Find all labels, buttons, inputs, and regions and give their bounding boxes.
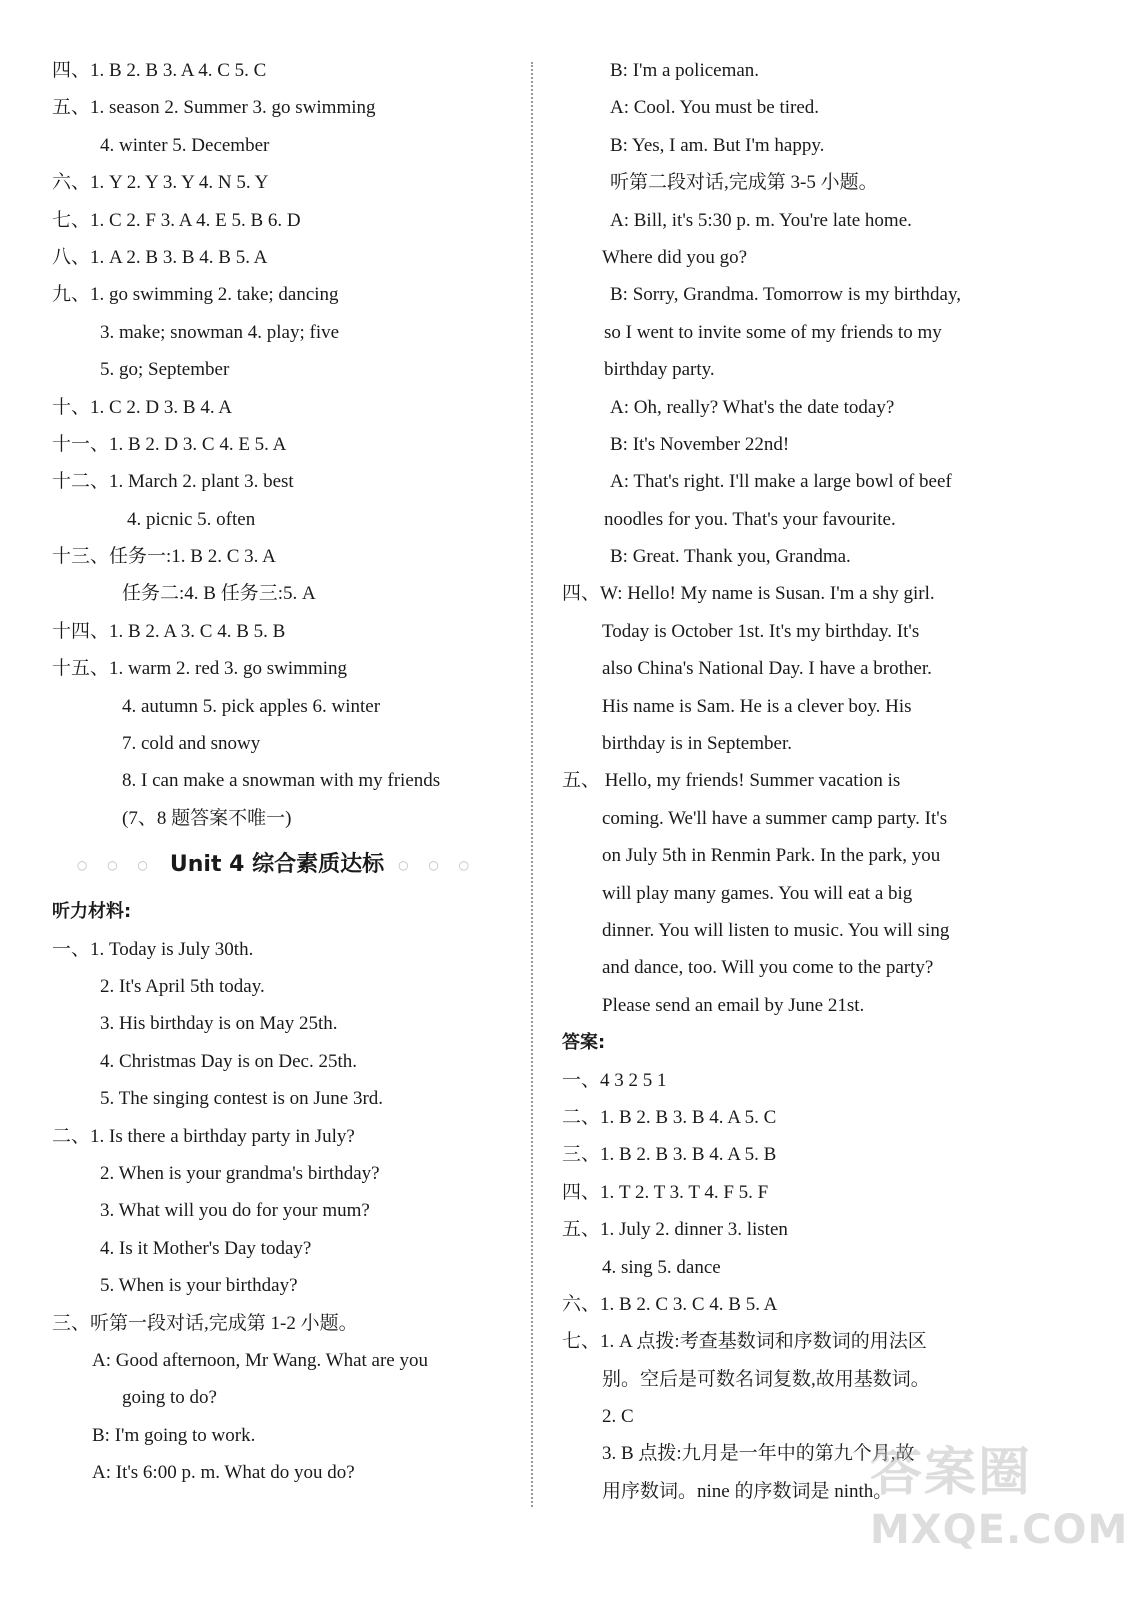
text-line: B: Great. Thank you, Grandma. [610, 546, 851, 568]
text-line: B: I'm a policeman. [610, 60, 760, 81]
text-line: B: I'm going to work. [92, 1424, 256, 1446]
text-line: so I went to invite some of my friends to my [604, 321, 942, 343]
text-line: 3. make; snowman 4. play; five [100, 321, 340, 343]
text-line: Today is October 1st. It's my birthday. It's [602, 620, 920, 642]
text-line: 4. autumn 5. pick apples 6. winter [122, 695, 381, 717]
text-line: 5. When is your birthday? [100, 1275, 298, 1297]
text-line: 用序数词。nine 的序数词是 ninth。 [602, 1480, 893, 1502]
text-line: A: Good afternoon, Mr Wang. What are you [92, 1349, 428, 1371]
text-line: birthday party. [604, 359, 715, 381]
text-line: 3. His birthday is on May 25th. [100, 1013, 338, 1035]
text-line: 4. picnic 5. often [127, 508, 256, 530]
text-line: 九、1. go swimming 2. take; dancing [52, 284, 339, 306]
text-line: 3. What will you do for your mum? [100, 1200, 370, 1222]
text-line: 十三、任务一:1. B 2. C 3. A [52, 546, 276, 568]
text-line: Where did you go? [602, 246, 748, 268]
text-line: 2. When is your grandma's birthday? [100, 1162, 380, 1184]
text-line: 2. It's April 5th today. [100, 975, 265, 997]
text-line: 3. B 点拨:九月是一年中的第九个月,故 [602, 1443, 915, 1465]
text-line: 4. sing 5. dance [602, 1256, 721, 1278]
text-line: 八、1. A 2. B 3. B 4. B 5. A [52, 246, 268, 268]
text-line: 5. go; September [100, 359, 230, 381]
text-line: 一、1. Today is July 30th. [52, 938, 254, 960]
right-column [562, 52, 1012, 1510]
text-line: 七、1. C 2. F 3. A 4. E 5. B 6. D [52, 209, 301, 231]
text-line: going to do? [122, 1387, 217, 1409]
text-line: 十四、1. B 2. A 3. C 4. B 5. B [52, 620, 286, 642]
listening-materials-block [52, 893, 502, 1491]
text-line: birthday is in September. [602, 733, 792, 755]
text-line: 六、1. Y 2. Y 3. Y 4. N 5. Y [52, 172, 269, 194]
text-line: noodles for you. That's your favourite. [604, 508, 896, 530]
text-line: A: That's right. I'll make a large bowl of beef [610, 471, 952, 493]
text-line: B: It's November 22nd! [610, 433, 790, 455]
text-line: 五、1. July 2. dinner 3. listen [562, 1219, 788, 1241]
section-title [52, 837, 502, 893]
text-line: 5. The singing contest is on June 3rd. [100, 1088, 384, 1110]
text-line: B: Yes, I am. But I'm happy. [610, 134, 825, 156]
watermark-url: MXQE.COM [870, 1507, 1128, 1553]
decorative-dots-right: ○ ○ ○ [398, 858, 478, 873]
text-line: and dance, too. Will you come to the party? [602, 957, 934, 979]
text-line: 四、W: Hello! My name is Susan. I'm a shy girl. [562, 583, 935, 605]
text-line: 四、1. B 2. B 3. A 4. C 5. C [52, 60, 267, 81]
text-line: 4. Is it Mother's Day today? [100, 1237, 312, 1259]
text-line: 五、1. season 2. Summer 3. go swimming [52, 97, 376, 119]
text-line: 4. winter 5. December [100, 134, 270, 156]
text-line: 2. C [602, 1406, 634, 1428]
left-column [52, 52, 502, 1491]
text-line: 十一、1. B 2. D 3. C 4. E 5. A [52, 433, 287, 455]
text-line: (7、8 题答案不唯一) [122, 807, 292, 829]
text-line: 听第二段对话,完成第 3-5 小题。 [610, 172, 878, 194]
watermark [870, 1438, 1128, 1568]
text-line: 4. Christmas Day is on Dec. 25th. [100, 1050, 358, 1072]
text-line: 三、听第一段对话,完成第 1-2 小题。 [52, 1312, 358, 1334]
text-line: A: Bill, it's 5:30 p. m. You're late home. [610, 209, 912, 231]
text-line: 一、4 3 2 5 1 [562, 1069, 667, 1091]
text-line: 六、1. B 2. C 3. C 4. B 5. A [562, 1293, 778, 1315]
text-line: 十、1. C 2. D 3. B 4. A [52, 396, 232, 418]
text-line: B: Sorry, Grandma. Tomorrow is my birthday, [610, 284, 962, 306]
text-line: 七、1. A 点拨:考查基数词和序数词的用法区 [562, 1331, 927, 1353]
text-line: 十五、1. warm 2. red 3. go swimming [52, 658, 348, 680]
watermark-logo-text: 答案圈 [870, 1443, 1033, 1503]
text-line: 7. cold and snowy [122, 733, 261, 755]
right-content-block [562, 52, 1012, 1510]
text-line: His name is Sam. He is a clever boy. His [602, 695, 912, 717]
text-line: will play many games. You will eat a big [602, 882, 913, 904]
text-line: on July 5th in Renmin Park. In the park, you [602, 845, 941, 867]
text-line: also China's National Day. I have a brother. [602, 658, 932, 680]
text-line: 别。空后是可数名词复数,故用基数词。 [602, 1368, 930, 1390]
text-line: 三、1. B 2. B 3. B 4. A 5. B [562, 1144, 777, 1166]
text-line: dinner. You will listen to music. You will sing [602, 919, 950, 941]
left-answers-block [52, 52, 502, 837]
text-line: 十二、1. March 2. plant 3. best [52, 471, 294, 493]
text-line: 五、 Hello, my friends! Summer vacation is [562, 770, 901, 792]
text-line: A: Cool. You must be tired. [610, 97, 820, 119]
text-line: A: Oh, really? What's the date today? [610, 396, 895, 418]
text-line: Please send an email by June 21st. [602, 994, 865, 1016]
text-line: A: It's 6:00 p. m. What do you do? [92, 1462, 355, 1484]
text-line: 8. I can make a snowman with my friends [122, 770, 441, 792]
text-line: 四、1. T 2. T 3. T 4. F 5. F [562, 1181, 769, 1203]
text-line: 听力材料: [52, 901, 132, 923]
text-line: coming. We'll have a summer camp party. It's [602, 807, 948, 829]
text-line: 二、1. Is there a birthday party in July? [52, 1125, 355, 1147]
text-line: 答案: [562, 1032, 606, 1054]
column-divider [531, 62, 533, 1507]
section-title-text: Unit 4 综合素质达标 [169, 852, 385, 878]
text-line: 二、1. B 2. B 3. B 4. A 5. C [562, 1106, 777, 1128]
text-line: 任务二:4. B 任务三:5. A [122, 583, 316, 605]
decorative-dots-left: ○ ○ ○ [76, 858, 156, 873]
